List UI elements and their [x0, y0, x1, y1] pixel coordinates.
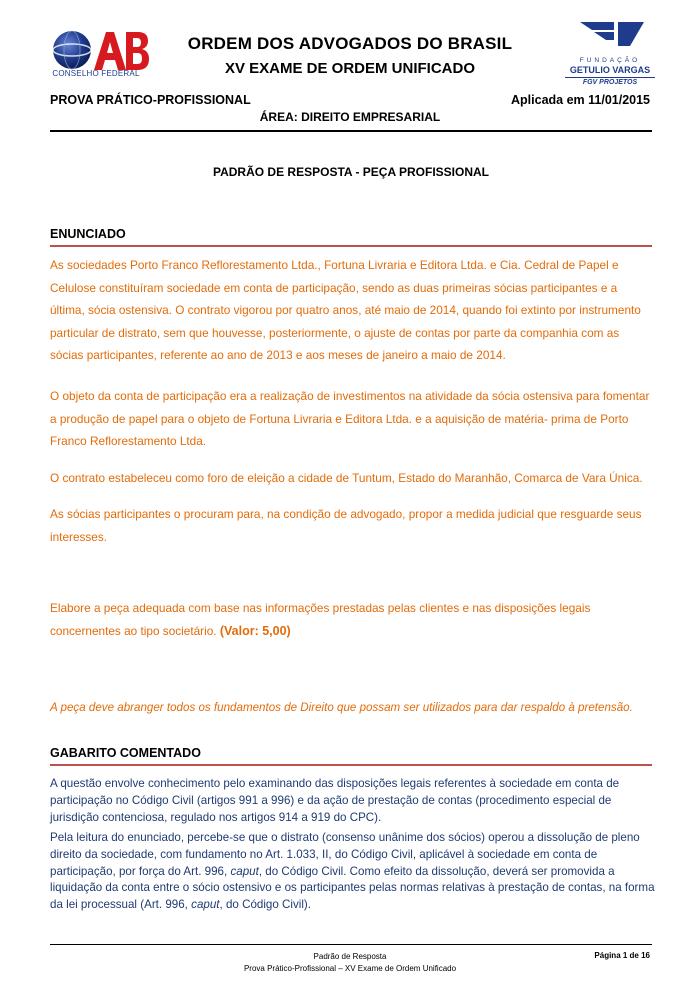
title-line-1: ORDEM DOS ADVOGADOS DO BRASIL: [187, 34, 513, 53]
header-title: [150, 34, 550, 77]
exam-type: PROVA PRÁTICO-PROFISSIONAL: [50, 93, 251, 107]
fgv-line-2: GETULIO VARGAS: [569, 65, 651, 75]
caput-1: caput: [230, 864, 259, 878]
valor-label: (Valor: 5,00): [219, 623, 291, 638]
enunciado-note: A peça deve abranger todos os fundamentos de Direito que possam ser utilizados para dar respaldo à pretensão.: [50, 701, 633, 714]
exam-area: ÁREA: DIREITO EMPRESARIAL: [259, 110, 441, 124]
gabarito-p2-part-a: Pela leitura do enunciado, percebe-se que o distrato (consenso unânime dos sócios) operou a dissolução de pleno direito da sociedade, com fundamento no Art. 1.033, II, do Código Civil, aplicável à sociedade em conta de participação, por força do Art. 996,: [50, 831, 640, 878]
gabarito-p2-part-b: , do Código Civil. Como efeito da dissolução, deverá ser promovida a liquidação da conta entre o sócio ostensivo e os participantes pelas normas relativas à prestação de contas, na forma da lei processual (Art. 996,: [50, 864, 655, 912]
enunciado-paragraph-3: O contrato estabeleceu como foro de eleição a cidade de Tuntum, Estado do Maranhão, Comarca de Vara Única.: [50, 471, 643, 485]
footer-center: [150, 951, 550, 975]
title-line-2: XV EXAME DE ORDEM UNIFICADO: [224, 60, 476, 77]
gabarito-heading: GABARITO COMENTADO: [50, 746, 201, 760]
fgv-line-1: FUNDAÇÃO: [579, 57, 641, 64]
enunciado-paragraph-5: [50, 597, 655, 642]
oab-subtitle: CONSELHO FEDERAL: [52, 69, 140, 78]
enunciado-instruction: Elabore a peça adequada com base nas informações prestadas pelas clientes e nas disposições legais concernentes ao tipo societário.: [50, 601, 591, 638]
gabarito-p2-part-c: , do Código Civil).: [219, 898, 312, 912]
gabarito-paragraph-1: A questão envolve conhecimento pelo examinando das disposições legais referentes à sociedade em conta de participação no Código Civil (artigos 991 a 996) e da ação de prestação de contas (procedimento especial de jurisdição contenciosa, regulado nos artigos 914 a 919 do CPC).: [50, 777, 620, 824]
footer-line-1: Padrão de Resposta: [313, 952, 387, 961]
footer-divider: [50, 944, 652, 945]
page-number: Página 1 de 16: [594, 951, 650, 960]
header-divider: [50, 130, 652, 132]
enunciado-paragraph-1: As sociedades Porto Franco Reflorestamento Ltda., Fortuna Livraria e Editora Ltda. e Cia. Cedral de Papel e Celulose constituíram sociedade em conta de participação, sendo as duas primeiras sócias participantes e a última, sócia ostensiva. O contrato vigorou por quatro anos, até maio de 2014, quando foi extinto por instrumento particular de distrato, sem que houvesse, posteriormente, o ajuste de contas por parte da companhia com as sócias participantes, referente ao ano de 2013 e aos meses de janeiro a maio de 2014.: [50, 258, 641, 363]
fgv-line-3: FGV PROJETOS: [565, 77, 655, 86]
oab-globe-logo-icon: [50, 26, 150, 72]
document-title: PADRÃO DE RESPOSTA - PEÇA PROFISSIONAL: [212, 165, 490, 179]
gabarito-divider: [50, 764, 652, 766]
enunciado-paragraph-4: As sócias participantes o procuram para, na condição de advogado, propor a medida judicial que resguarde seus interesses.: [50, 507, 642, 544]
fgv-text: [565, 57, 655, 86]
enunciado-paragraph-2: O objeto da conta de participação era a realização de investimentos na atividade da sócia ostensiva para fomentar a produção de papel para o objeto de Fortuna Livraria e Editora Ltda. e a aquisição de matéria- prima de Porto Franco Reflorestamento Ltda.: [50, 389, 650, 449]
enunciado-divider: [50, 245, 652, 247]
exam-date: Aplicada em 11/01/2015: [511, 93, 650, 107]
fgv-logo-icon: [570, 18, 652, 58]
enunciado-heading: ENUNCIADO: [50, 227, 126, 241]
footer-line-2: Prova Prático-Profissional – XV Exame de Ordem Unificado: [243, 964, 457, 973]
caput-2: caput: [191, 898, 220, 912]
gabarito-paragraph-2: [50, 830, 655, 914]
